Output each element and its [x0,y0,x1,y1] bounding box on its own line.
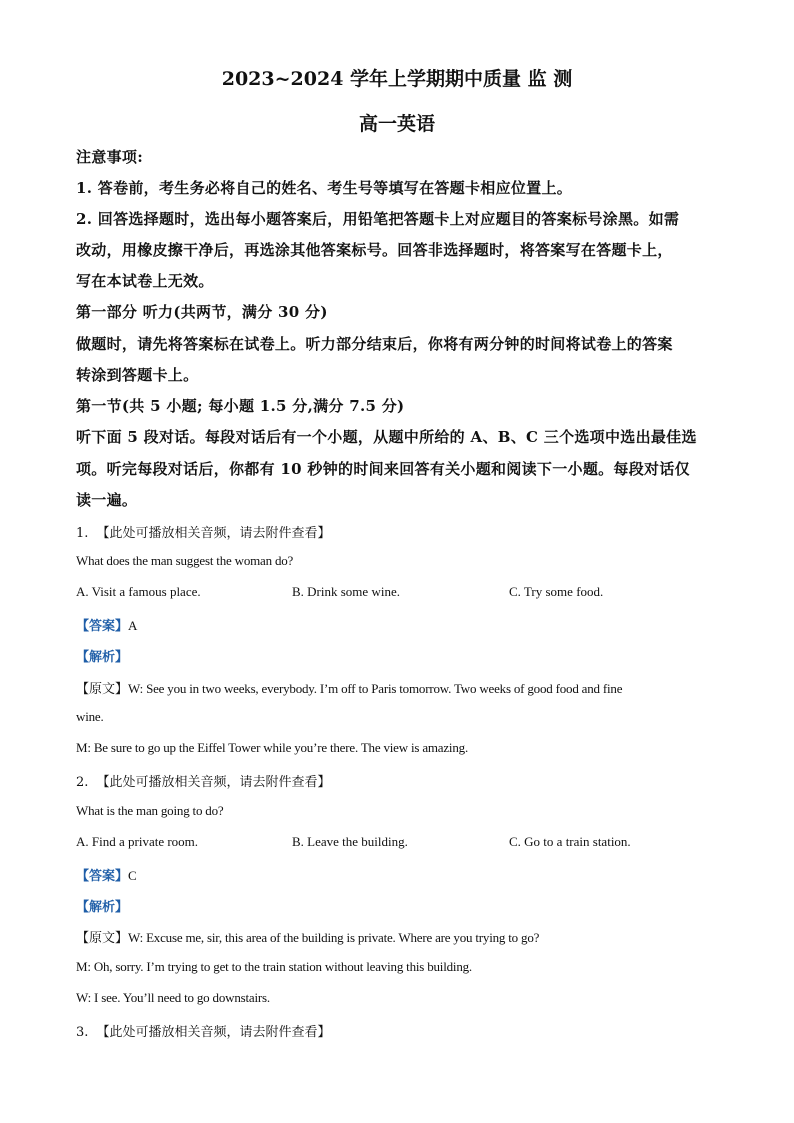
part1-desc-line-1: 做题时，请先将答案标在试卷上。听力部分结束后，你将有两分钟的时间将试卷上的答案 [76,335,673,353]
question-2-original-line-3: W: I see. You’ll need to go downstairs. [76,990,270,1005]
question-2-analysis [76,896,128,915]
question-2-option-b: B. Leave the building. [292,834,408,849]
question-2-option-c: C. Go to a train station. [509,834,631,849]
notice-item-1: 1. 答卷前，考生务必将自己的姓名、考生号等填写在答题卡相应位置上。 [76,179,573,197]
question-number: 1. [76,526,89,541]
notice-item-2-line-3: 写在本试卷上无效。 [76,272,214,290]
audio-link[interactable]: 【此处可播放相关音频，请去附件查看】 [96,526,331,541]
section1-desc-line-1: 听下面 5 段对话。每段对话后有一个小题，从题中所给的 A、B、C 三个选项中选出最佳选 [76,428,697,446]
part1-heading: 第一部分 听力(共两节，满分 30 分) [76,303,328,321]
answer-label: 【答案】 [76,619,129,634]
original-text: W: Excuse me, sir, this area of the building is private. Where are you trying to go? [128,930,540,945]
question-1-analysis [76,646,128,665]
section1-heading: 第一节(共 5 小题; 每小题 1.5 分,满分 7.5 分) [76,397,405,415]
question-1-answer [76,615,137,634]
question-1-original-line-3: M: Be sure to go up the Eiffel Tower while you’re there. The view is amazing. [76,740,468,755]
part1-desc-line-2: 转涂到答题卡上。 [76,366,199,384]
question-2-answer [76,865,137,884]
answer-value: C [128,868,137,883]
question-2-original-line-2: M: Oh, sorry. I’m trying to get to the train station without leaving this building. [76,959,472,974]
exam-title: 2023~2024 学年上学期期中质量 监 测 [221,68,573,90]
section1-desc-line-2: 项。听完每段对话后，你都有 10 秒钟的时间来回答有关小题和阅读下一小题。每段对话仅 [76,460,690,478]
question-2-option-a: A. Find a private room. [76,834,199,849]
section1-desc-line-3: 读一遍。 [76,491,138,509]
answer-label: 【答案】 [76,869,129,884]
audio-link[interactable]: 【此处可播放相关音频，请去附件查看】 [96,1025,331,1040]
question-number: 2. [76,775,89,790]
question-1-option-c: C. Try some food. [509,584,604,599]
original-text: W: See you in two weeks, everybody. I’m off to Paris tomorrow. Two weeks of good food and fine [128,681,623,696]
question-1-stem: What does the man suggest the woman do? [76,553,294,568]
question-1-option-b: B. Drink some wine. [292,584,400,599]
question-number: 3. [76,1025,89,1040]
question-2-header [76,771,331,790]
audio-link[interactable]: 【此处可播放相关音频，请去附件查看】 [96,775,331,790]
question-1-option-a: A. Visit a famous place. [76,584,201,599]
question-3-header [76,1021,331,1040]
original-label: 【原文】 [76,931,129,946]
exam-subject: 高一英语 [358,113,435,135]
analysis-label: 【解析】 [76,900,129,915]
notice-item-2-line-2: 改动，用橡皮擦干净后，再选涂其他答案标号。回答非选择题时，将答案写在答题卡上， [76,241,673,259]
answer-value: A [128,618,138,633]
question-1-original-line-2: wine. [76,709,104,724]
question-1-original-line-1 [76,678,622,697]
question-1-header [76,522,331,541]
notice-heading: 注意事项: [76,148,144,166]
notice-item-2-line-1: 2. 回答选择题时，选出每小题答案后，用铅笔把答题卡上对应题目的答案标号涂黑。如需 [76,210,680,228]
original-label: 【原文】 [76,682,129,697]
analysis-label: 【解析】 [76,650,129,665]
question-2-original-line-1 [76,927,539,946]
question-2-stem: What is the man going to do? [76,803,224,818]
